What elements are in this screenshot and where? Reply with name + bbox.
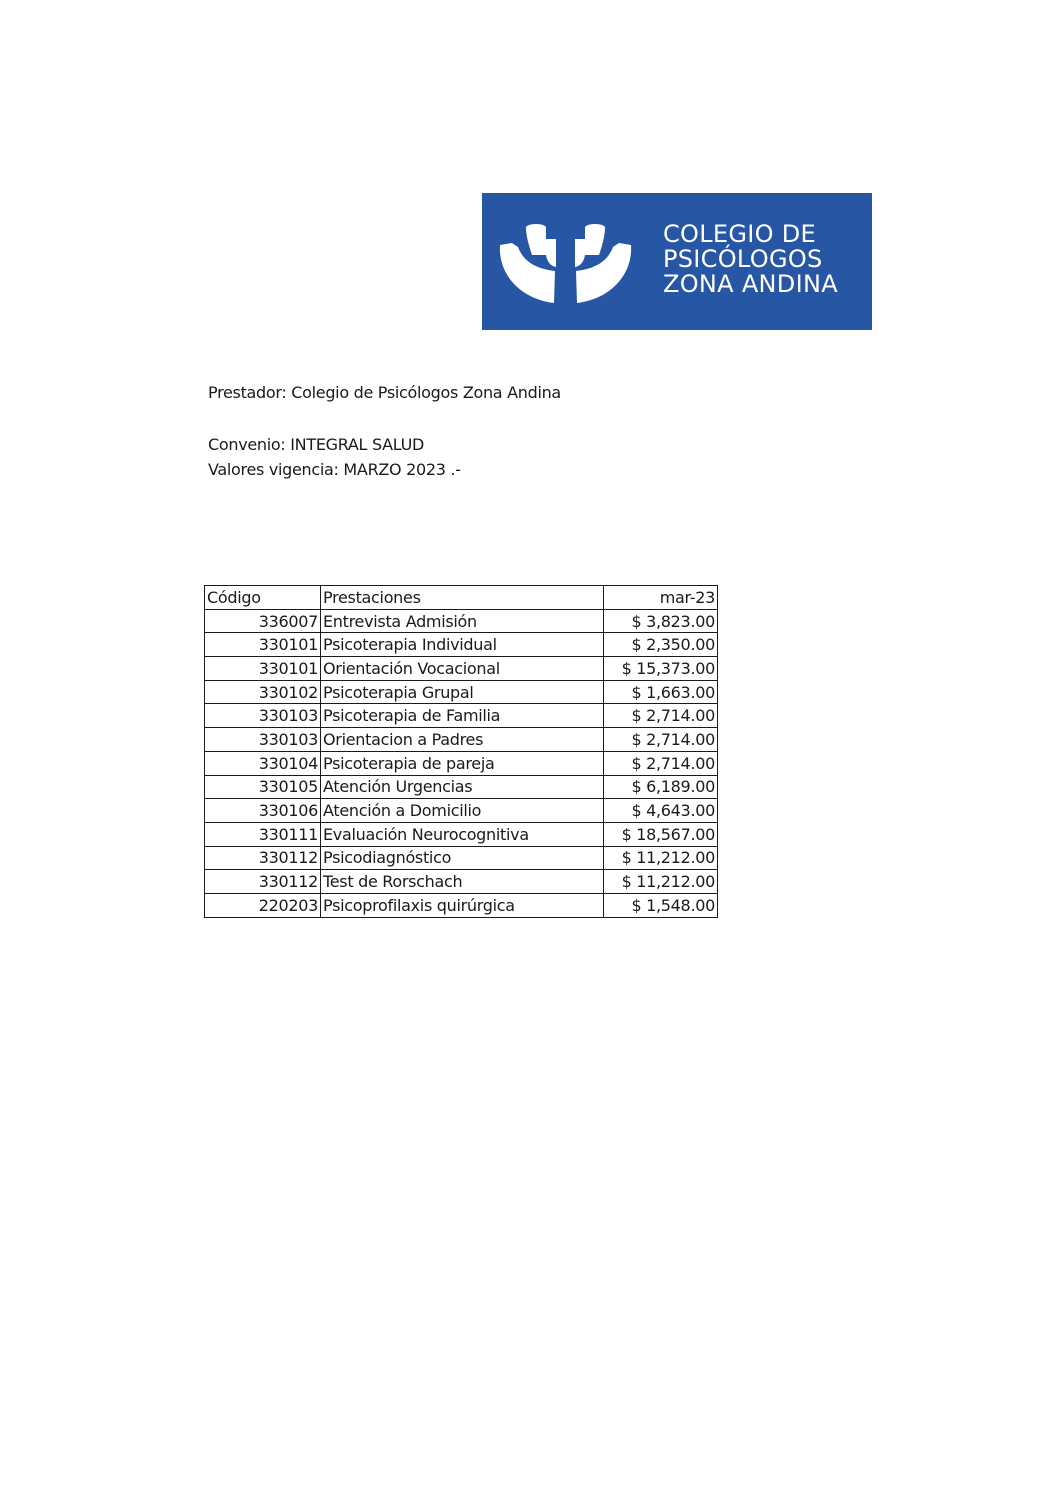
row-service: Orientación Vocacional xyxy=(321,657,604,681)
psi-symbol-icon xyxy=(498,219,633,307)
tariff-table xyxy=(204,585,718,918)
row-price: $ 2,714.00 xyxy=(604,704,718,728)
row-code: 330106 xyxy=(205,799,321,823)
table-row xyxy=(205,893,718,917)
row-price: $ 11,212.00 xyxy=(604,870,718,894)
row-price: $ 18,567.00 xyxy=(604,822,718,846)
table-row xyxy=(205,822,718,846)
table-row xyxy=(205,846,718,870)
row-service: Test de Rorschach xyxy=(321,870,604,894)
row-service: Psicoterapia de Familia xyxy=(321,704,604,728)
logo-line-1: COLEGIO DE xyxy=(663,220,817,248)
row-price: $ 1,663.00 xyxy=(604,680,718,704)
logo-banner xyxy=(482,193,872,330)
row-code: 330104 xyxy=(205,751,321,775)
row-code: 336007 xyxy=(205,609,321,633)
row-price: $ 1,548.00 xyxy=(604,893,718,917)
row-price: $ 6,189.00 xyxy=(604,775,718,799)
row-service: Atención a Domicilio xyxy=(321,799,604,823)
row-service: Entrevista Admisión xyxy=(321,609,604,633)
table-row xyxy=(205,704,718,728)
table-row xyxy=(205,870,718,894)
row-price: $ 3,823.00 xyxy=(604,609,718,633)
logo-line-3: ZONA ANDINA xyxy=(663,270,838,298)
table-header-row xyxy=(205,586,718,610)
row-service: Orientacion a Padres xyxy=(321,728,604,752)
table-row xyxy=(205,657,718,681)
row-service: Evaluación Neurocognitiva xyxy=(321,822,604,846)
row-service: Psicoterapia Individual xyxy=(321,633,604,657)
column-header-service: Prestaciones xyxy=(321,586,604,610)
row-code: 330112 xyxy=(205,846,321,870)
row-service: Psicoterapia de pareja xyxy=(321,751,604,775)
row-price: $ 15,373.00 xyxy=(604,657,718,681)
column-header-price: mar-23 xyxy=(604,586,718,610)
table-row xyxy=(205,799,718,823)
table-row xyxy=(205,775,718,799)
row-code: 330103 xyxy=(205,728,321,752)
row-service: Psicoprofilaxis quirúrgica xyxy=(321,893,604,917)
row-code: 330105 xyxy=(205,775,321,799)
table-row xyxy=(205,751,718,775)
row-price: $ 2,714.00 xyxy=(604,728,718,752)
row-service: Psicoterapia Grupal xyxy=(321,680,604,704)
logo-line-2: PSICÓLOGOS xyxy=(663,245,823,273)
row-code: 330102 xyxy=(205,680,321,704)
row-price: $ 2,714.00 xyxy=(604,751,718,775)
row-service: Atención Urgencias xyxy=(321,775,604,799)
table-row xyxy=(205,633,718,657)
row-code: 330112 xyxy=(205,870,321,894)
row-code: 330101 xyxy=(205,657,321,681)
vigencia-line: Valores vigencia: MARZO 2023 .- xyxy=(208,460,461,479)
logo-text xyxy=(663,222,838,297)
prestador-line: Prestador: Colegio de Psicólogos Zona Andina xyxy=(208,383,561,402)
column-header-code: Código xyxy=(205,586,321,610)
row-service: Psicodiagnóstico xyxy=(321,846,604,870)
row-code: 220203 xyxy=(205,893,321,917)
row-price: $ 11,212.00 xyxy=(604,846,718,870)
row-code: 330103 xyxy=(205,704,321,728)
table-row xyxy=(205,728,718,752)
row-price: $ 4,643.00 xyxy=(604,799,718,823)
table-row xyxy=(205,609,718,633)
convenio-line: Convenio: INTEGRAL SALUD xyxy=(208,435,424,454)
table-row xyxy=(205,680,718,704)
row-code: 330101 xyxy=(205,633,321,657)
row-code: 330111 xyxy=(205,822,321,846)
row-price: $ 2,350.00 xyxy=(604,633,718,657)
